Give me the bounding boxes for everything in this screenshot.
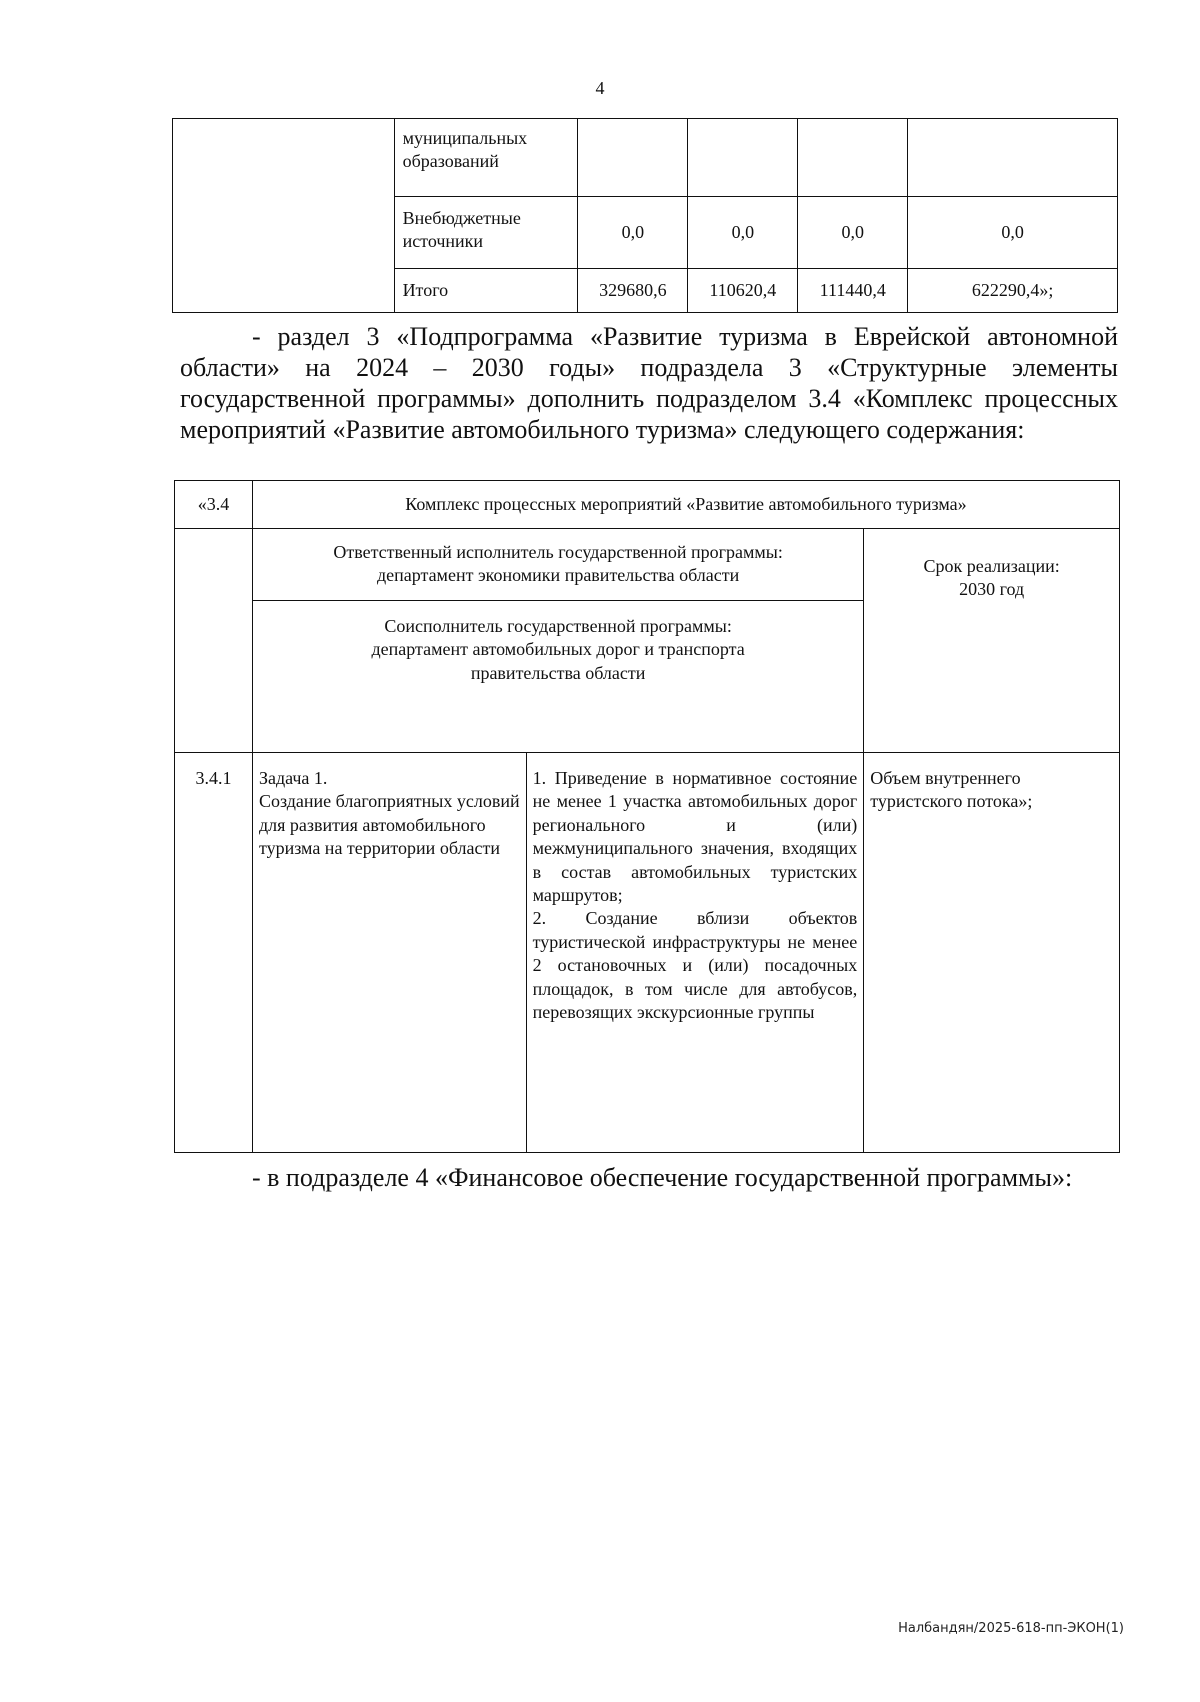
value-cell: 111440,4 bbox=[798, 269, 908, 313]
paragraph-text: - в подразделе 4 «Финансовое обеспечение государственной программы»: bbox=[252, 1163, 1073, 1192]
value-cell: 0,0 bbox=[578, 197, 688, 269]
value-cell bbox=[798, 119, 908, 197]
value-cell: 0,0 bbox=[798, 197, 908, 269]
table-row bbox=[175, 481, 1120, 529]
table-row bbox=[175, 529, 1120, 601]
value-cell: 622290,4»; bbox=[908, 269, 1118, 313]
item-number: 3.4.1 bbox=[175, 753, 253, 1153]
paragraph-section3 bbox=[180, 321, 1118, 445]
financing-table bbox=[172, 118, 1118, 313]
task-cell: Задача 1. Создание благоприятных условий для развития автомобильного туризма на территории области bbox=[252, 753, 526, 1153]
responsible-executor: Ответственный исполнитель государственной программы: департамент экономики правительства области bbox=[252, 529, 863, 601]
value-cell bbox=[908, 119, 1118, 197]
value-cell bbox=[578, 119, 688, 197]
row-label: Внебюджетные источники bbox=[394, 197, 578, 269]
structural-elements-table bbox=[174, 480, 1120, 1153]
empty-cell bbox=[173, 119, 395, 313]
value-cell: 329680,6 bbox=[578, 269, 688, 313]
table-row bbox=[175, 753, 1120, 1153]
empty-cell bbox=[175, 529, 253, 753]
table-row bbox=[173, 119, 1118, 197]
row-label: муниципальных образований bbox=[394, 119, 578, 197]
value-cell: 110620,4 bbox=[688, 269, 798, 313]
document-footer-id: Налбандян/2025-618-пп-ЭКОН(1) bbox=[898, 1621, 1124, 1636]
page-number: 4 bbox=[595, 78, 605, 98]
indicator-cell: Объем внутреннего туристского потока»; bbox=[864, 753, 1120, 1153]
item-number: «3.4 bbox=[175, 481, 253, 529]
complex-title: Комплекс процессных мероприятий «Развитие автомобильного туризма» bbox=[252, 481, 1119, 529]
value-cell: 0,0 bbox=[908, 197, 1118, 269]
results-cell: 1. Приведение в нормативное состояние не менее 1 участка автомобильных дорог регионального и (или) межмуниципального значения, входящих в состав автомобильных туристских маршрутов; 2. Создание вблизи объектов туристической инфраструктуры не менее 2 остановочных и (или) посадочных площадок, в том числе для автобусов, перевозящих экскурсионные группы bbox=[526, 753, 864, 1153]
co-executor: Соисполнитель государственной программы: департамент автомобильных дорог и транспорта правительства области bbox=[252, 601, 863, 753]
paragraph-text: - раздел 3 «Подпрограмма «Развитие туризма в Еврейской автономной области» на 2024 – 2030 годы» подраздела 3 «Структурные элементы государственной программы» дополнить подразделом 3.4 «Комплекс процессных мероприятий «Развитие автомобильного туризма» следующего содержания: bbox=[180, 322, 1118, 444]
paragraph-section4 bbox=[180, 1162, 1118, 1193]
row-label: Итого bbox=[394, 269, 578, 313]
value-cell: 0,0 bbox=[688, 197, 798, 269]
implementation-term: Срок реализации: 2030 год bbox=[864, 529, 1120, 753]
value-cell bbox=[688, 119, 798, 197]
